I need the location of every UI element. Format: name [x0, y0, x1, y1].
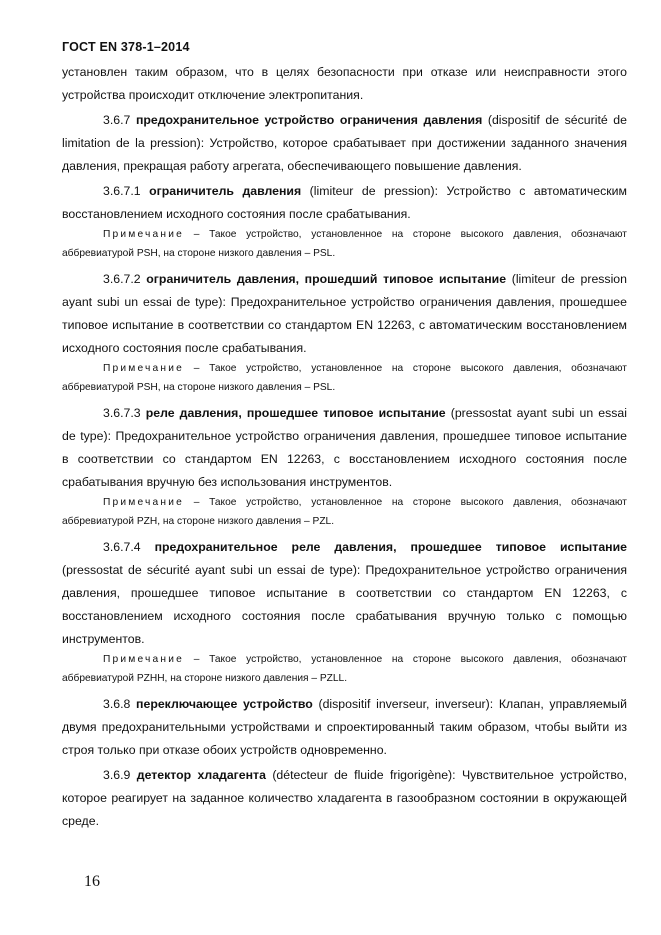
note: [62, 651, 627, 688]
definition-paragraph: [62, 764, 627, 833]
paragraph-text: (détecteur de fluide frigorigène): Чувствительное устройство, которое реагирует на заданное количество хладагента в газообразном состоянии в окружающей среде.: [62, 768, 628, 828]
clause-number: 3.6.7: [103, 113, 131, 127]
note-text: – Такое устройство, установленное на стороне высокого давления, обозначают аббревиатурой PZH, на стороне низкого давления – PZL.: [62, 497, 627, 527]
page-number: 16: [84, 873, 100, 890]
note-text: – Такое устройство, установленное на стороне высокого давления, обозначают аббревиатурой PZHH, на стороне низкого давления – PZLL.: [62, 654, 627, 684]
defined-term: детектор хладагента: [136, 768, 266, 782]
definition-paragraph: [62, 693, 627, 762]
clause-number: 3.6.9: [103, 768, 131, 782]
clause-number: 3.6.7.4: [103, 540, 141, 554]
paragraph-text: (dispositif de sécurité de limitation de la pression): Устройство, которое срабатывает при достижении заданного значения давления, прекращая работу агрегата, обеспечивающего повышение давления.: [62, 113, 627, 173]
note-label: Примечание: [103, 363, 184, 374]
definition-paragraph: [62, 402, 627, 494]
clause-number: 3.6.7.3: [103, 406, 141, 420]
defined-term: предохранительное реле давления, прошедшее типовое испытание: [154, 540, 627, 554]
defined-term: переключающее устройство: [136, 697, 313, 711]
paragraph-text: установлен таким образом, что в целях безопасности при отказе или неисправности этого устройства происходит отключение электропитания.: [62, 65, 627, 102]
definition-paragraph: [62, 268, 627, 360]
definition-paragraph: [62, 536, 627, 651]
note: [62, 494, 627, 531]
document-body: [62, 61, 627, 833]
defined-term: реле давления, прошедшее типовое испытание: [145, 406, 446, 420]
definition-paragraph: [62, 109, 627, 178]
clause-number: 3.6.7.1: [103, 184, 141, 198]
note-label: Примечание: [103, 229, 184, 240]
note-label: Примечание: [103, 497, 184, 508]
paragraph-text: (pressostat de sécurité ayant subi un essai de type): Предохранительное устройство ограничения давления, прошедшее типовое испытание в соответствии со стандартом EN 12263, с восстановлением исходного состояния после срабатывания вручную только с помощью инструментов.: [62, 563, 627, 646]
note: [62, 226, 627, 263]
defined-term: ограничитель давления, прошедший типовое испытание: [146, 272, 507, 286]
paragraph-text: (dispositif inverseur, inverseur): Клапан, управляемый двумя предохранительными устройствами и спроектированный таким образом, чтобы выйти из строя только при отказе обоих устройств одновременно.: [62, 697, 627, 757]
paragraph-text: (limiteur de pression ayant subi un essai de type): Предохранительное устройство ограничения давления, прошедшее типовое испытание в соответствии со стандартом EN 12263, с автоматическим восстановлением исходного состояния после срабатывания.: [62, 272, 627, 355]
note: [62, 360, 627, 397]
defined-term: ограничитель давления: [149, 184, 302, 198]
defined-term: предохранительное устройство ограничения давления: [135, 113, 483, 127]
paragraph: [62, 61, 627, 107]
definition-paragraph: [62, 180, 627, 226]
clause-number: 3.6.8: [103, 697, 131, 711]
document-header: ГОСТ EN 378-1–2014: [62, 40, 190, 54]
paragraph-text: (pressostat ayant subi un essai de type): Предохранительное устройство ограничения давления, прошедшее типовое испытание в соответствии со стандартом EN 12263, с восстановлением исходного состояния после срабатывания вручную без использования инструментов.: [62, 406, 628, 489]
paragraph-text: (limiteur de pression): Устройство с автоматическим восстановлением исходного состояния после срабатывания.: [62, 184, 627, 221]
note-label: Примечание: [103, 654, 184, 665]
note-text: – Такое устройство, установленное на стороне высокого давления, обозначают аббревиатурой PSH, на стороне низкого давления – PSL.: [62, 229, 627, 259]
clause-number: 3.6.7.2: [103, 272, 141, 286]
note-text: – Такое устройство, установленное на стороне высокого давления, обозначают аббревиатурой PSH, на стороне низкого давления – PSL.: [62, 363, 627, 393]
